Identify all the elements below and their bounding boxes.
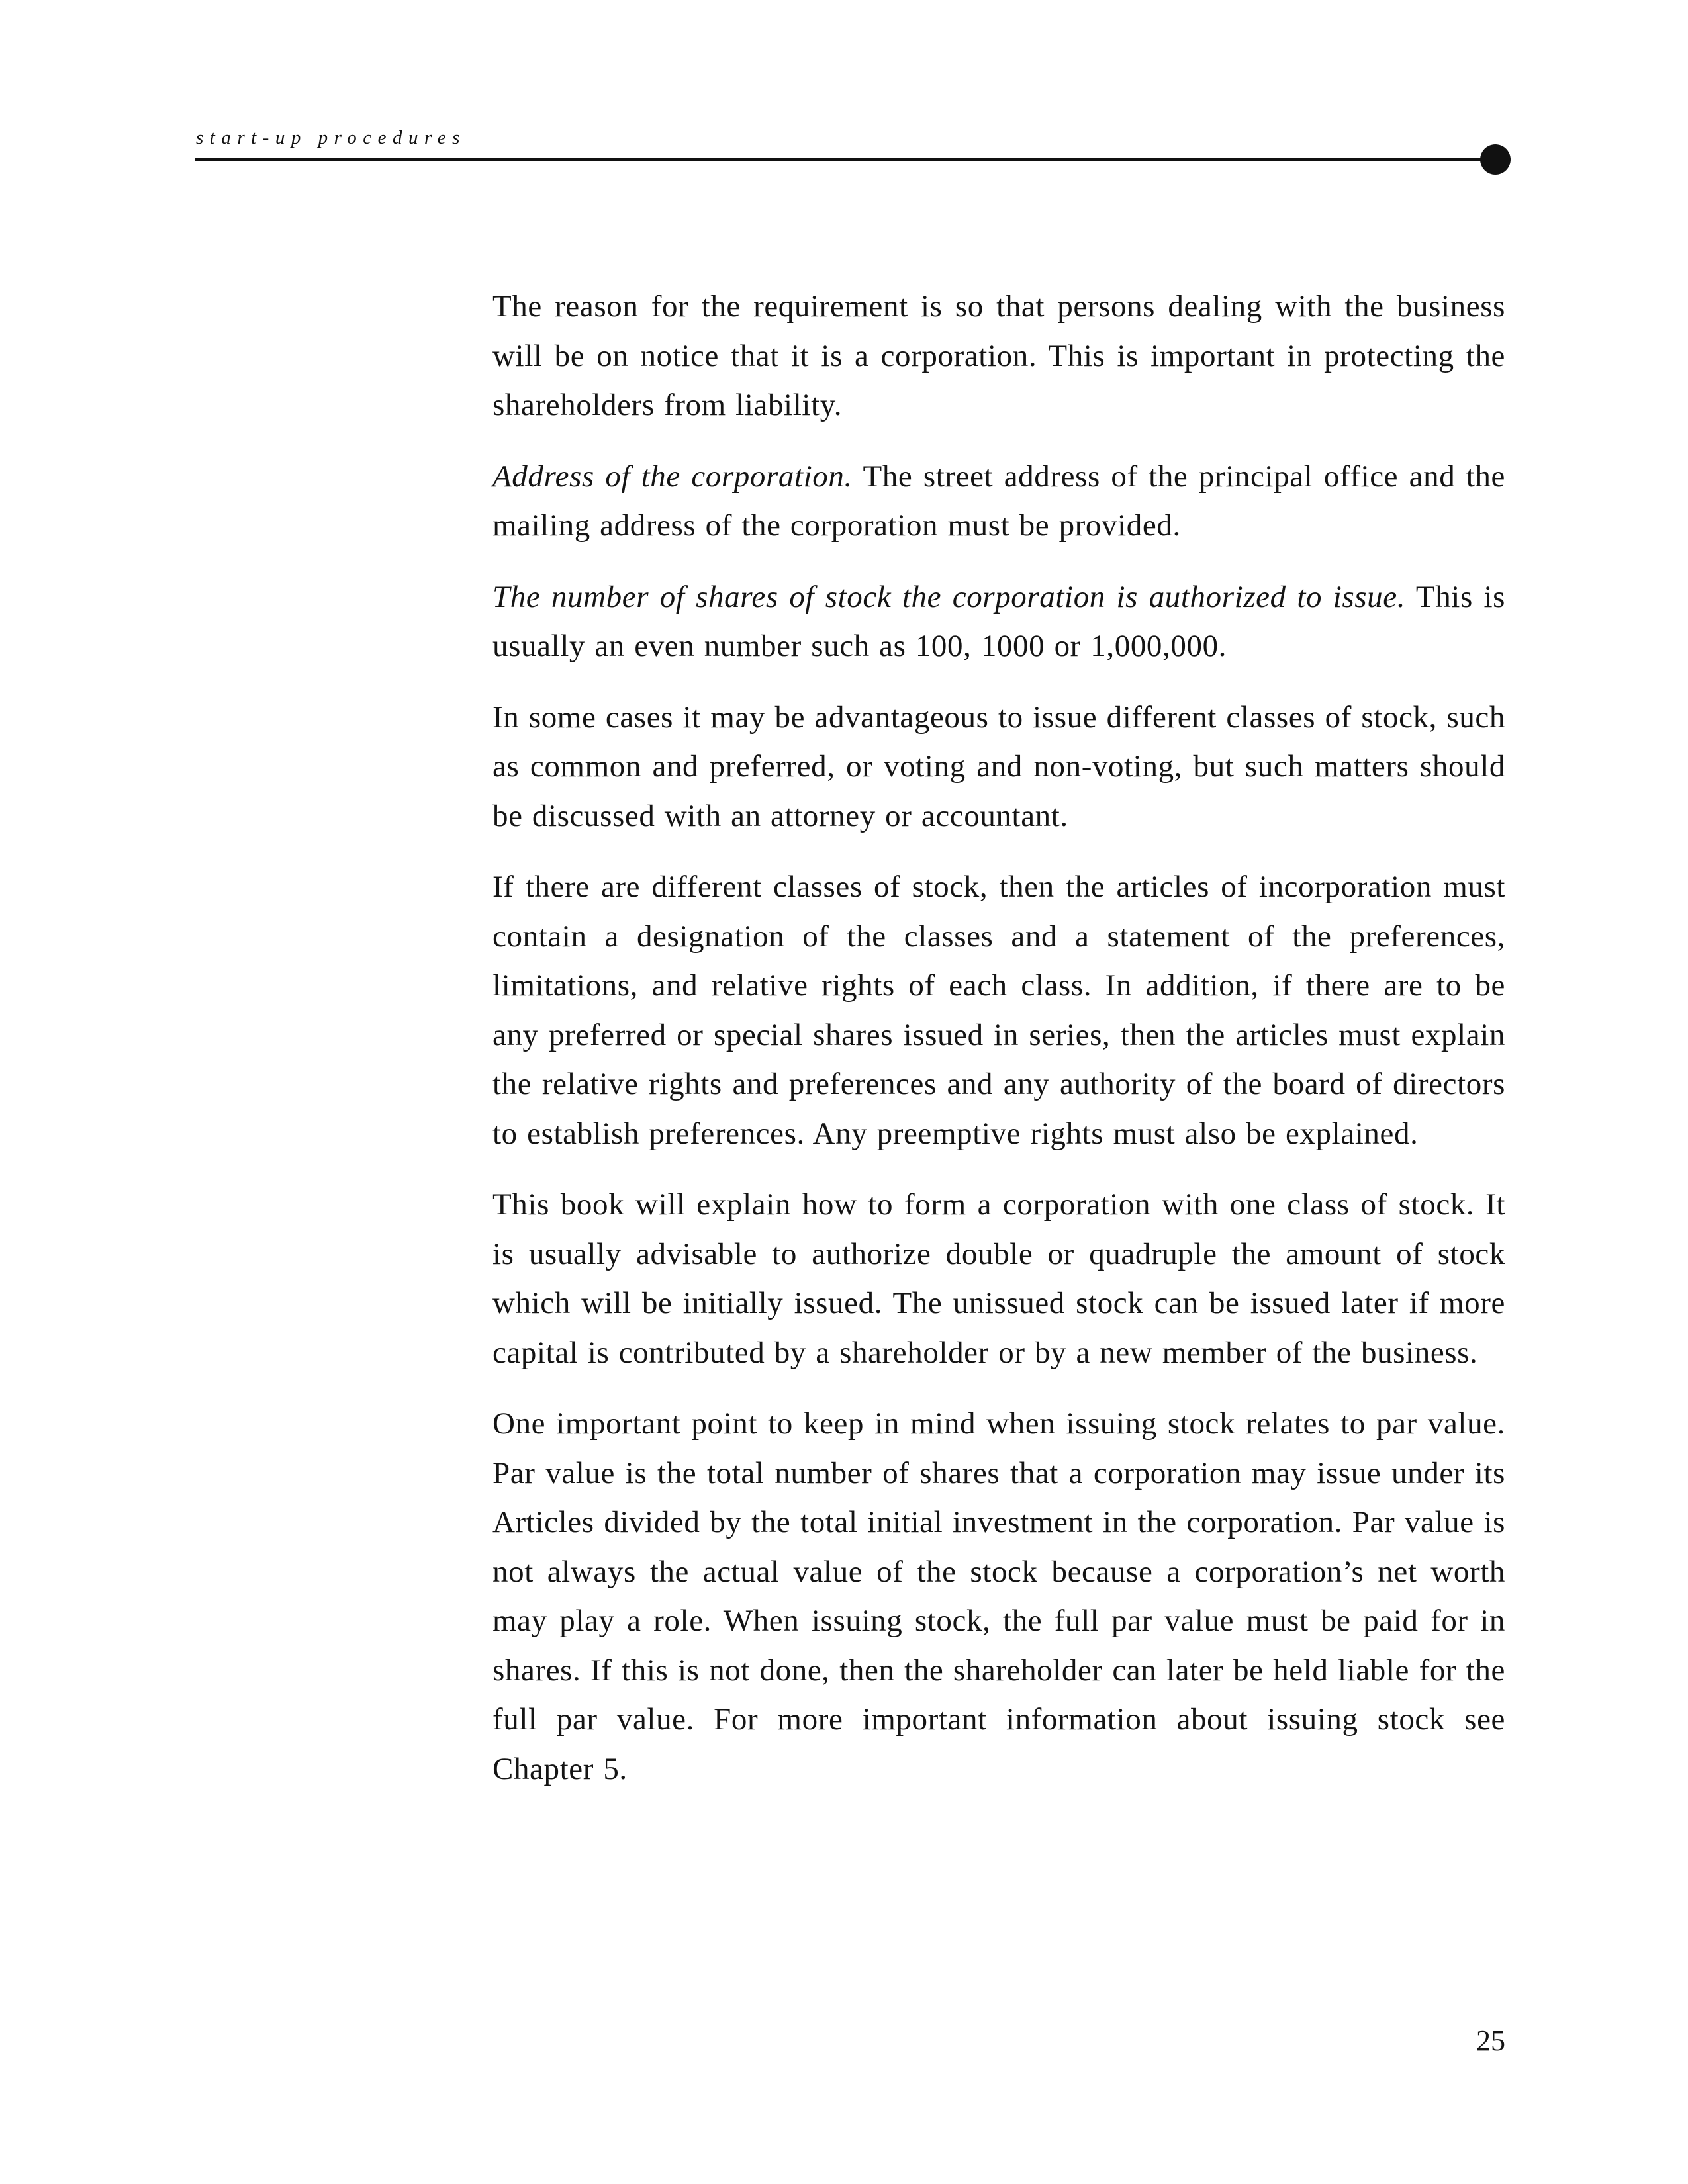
header-rule — [195, 158, 1500, 161]
paragraph-number-of-shares: The number of shares of stock the corporation is authorized to issue. This is usually an even number such as 100, 1000 or 1,000,000. — [492, 579, 1506, 663]
shares-heading: The number of shares of stock the corporation is authorized to issue. — [492, 579, 1406, 614]
page-number: 25 — [1476, 2025, 1505, 2057]
paragraph-different-classes: If there are different classes of stock, then the articles of incorporation must contain a designation of the classes and a statement of the preferences, limitations, and relative rights of each class. In addition, if there are to be any preferred or special shares issued in series, then the articles must explain the relative rights and preferences and any authority of the board of directors to establish preferences. Any preemptive rights must also be explained. — [492, 870, 1505, 1151]
body-text — [492, 282, 1505, 1815]
paragraph-address: Address of the corporation. The street address of the principal office and the mailing address of the corporation must be provided. — [492, 459, 1505, 543]
header-bullet-dot — [1480, 144, 1511, 175]
paragraph-classes-of-stock: In some cases it may be advantageous to issue different classes of stock, such as common and preferred, or voting and non-voting, but such matters should be discussed with an attorney or accountant. — [492, 700, 1505, 833]
address-heading: Address of the corporation. — [492, 459, 853, 494]
paragraph-par-value: One important point to keep in mind when issuing stock relates to par value. Par value is the total number of shares that a corporation may issue under its Articles divided by the total initial investment in the corporation. Par value is not always the actual value of the stock because a corporation’s net worth may play a role. When issuing stock, the full par value must be paid for in shares. If this is not done, then the shareholder can later be held liable for the full par value. For more important information about issuing stock see Chapter 5. — [492, 1406, 1505, 1786]
paragraph-requirement-reason: The reason for the requirement is so that persons dealing with the business will be on notice that it is a corporation. This is important in protecting the shareholders from liability. — [492, 289, 1505, 422]
paragraph-one-class: This book will explain how to form a corporation with one class of stock. It is usually advisable to authorize double or quadruple the amount of stock which will be initially issued. The unissued stock can be issued later if more capital is contributed by a shareholder or by a new member of the business. — [492, 1187, 1505, 1370]
running-head: start-up procedures — [196, 127, 466, 148]
